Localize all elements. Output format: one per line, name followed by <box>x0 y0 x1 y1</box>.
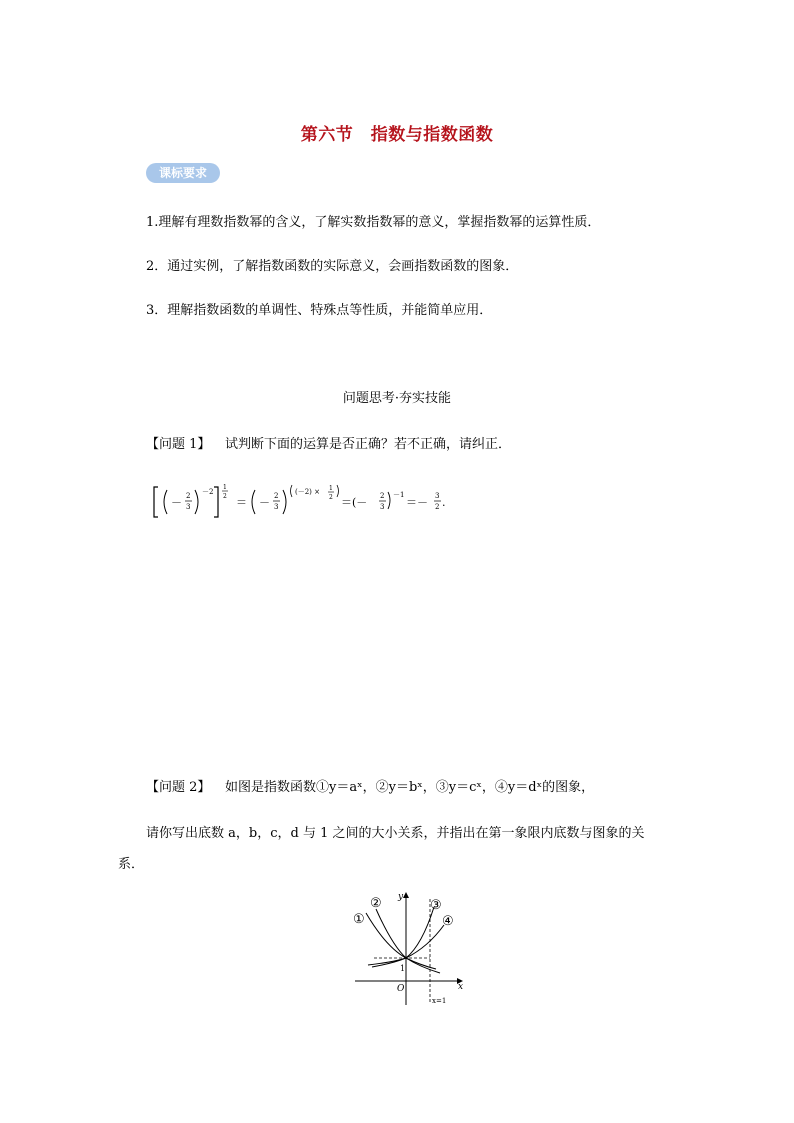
axis-label-x: x <box>458 982 464 992</box>
curve-label-4: ④ <box>442 914 454 929</box>
page-title: 第六节 指数与指数函数 <box>300 125 494 145</box>
curve-label-1: ① <box>353 912 365 927</box>
question-1-text: 试判断下面的运算是否正确？若不正确，请纠正． <box>225 437 512 452</box>
formula-rhs-num: 3 <box>435 492 440 500</box>
formula-equals: ＝ <box>236 496 247 509</box>
y-one-label: 1 <box>400 964 406 973</box>
formula-half-num: 1 <box>223 484 227 491</box>
section-heading: 问题思考·夯实技能 <box>342 391 452 406</box>
formula-exp-neg1: －1 <box>393 491 405 499</box>
x-equals-1-label: x=1 <box>432 997 447 1005</box>
formula-exp-mid: (－2) × <box>295 488 321 496</box>
formula-frac-num: 2 <box>274 492 279 500</box>
formula-exp-inner: －2 <box>202 488 214 496</box>
requirement-item: 1.理解有理数指数幂的含义，了解实数指数幂的意义，掌握指数幂的运算性质． <box>146 215 601 230</box>
exponential-graph <box>350 885 470 1007</box>
formula-half-den: 2 <box>223 493 227 500</box>
formula-period: . <box>442 496 446 509</box>
question-2-para-line1: 请你写出底数 a，b，c，d 与 1 之间的大小关系，并指出在第一象限内底数与图象的关 <box>146 826 645 841</box>
curve-1 <box>366 913 436 969</box>
curriculum-badge: 课标要求 <box>146 163 220 183</box>
formula-frac-den: 3 <box>186 503 191 511</box>
formula-frac-num: 2 <box>186 492 191 500</box>
origin-label: O <box>397 984 405 994</box>
formula-half-den: 2 <box>329 494 333 501</box>
question-1-label: 【问题 1】 <box>146 437 211 452</box>
curve-label-3: ③ <box>430 898 442 913</box>
formula-frac-den: 3 <box>380 503 385 511</box>
formula-frac-den: 3 <box>274 503 279 511</box>
curve-label-2: ② <box>370 896 382 911</box>
requirement-item: 2．通过实例，了解指数函数的实际意义，会画指数函数的图象． <box>146 259 519 274</box>
requirement-item: 3．理解指数函数的单调性、特殊点等性质，并能简单应用． <box>146 303 493 318</box>
formula-rhs-b: ＝－ <box>406 496 428 509</box>
formula-minus: － <box>259 496 270 509</box>
question-2-label: 【问题 2】 <box>146 780 211 795</box>
formula-frac-num: 2 <box>380 492 385 500</box>
formula-minus: － <box>171 496 182 509</box>
question-2-text: 如图是指数函数①y＝aˣ，②y＝bˣ，③y＝cˣ，④y＝dˣ的图象， <box>225 780 595 795</box>
axis-label-y: y <box>398 892 404 902</box>
question-2-para-line2: 系． <box>118 857 145 872</box>
formula-rhs-den: 2 <box>435 503 440 511</box>
question-1-formula <box>150 482 530 522</box>
formula-half-num: 1 <box>329 485 333 492</box>
formula-rhs-a: ＝(－ <box>341 496 368 509</box>
